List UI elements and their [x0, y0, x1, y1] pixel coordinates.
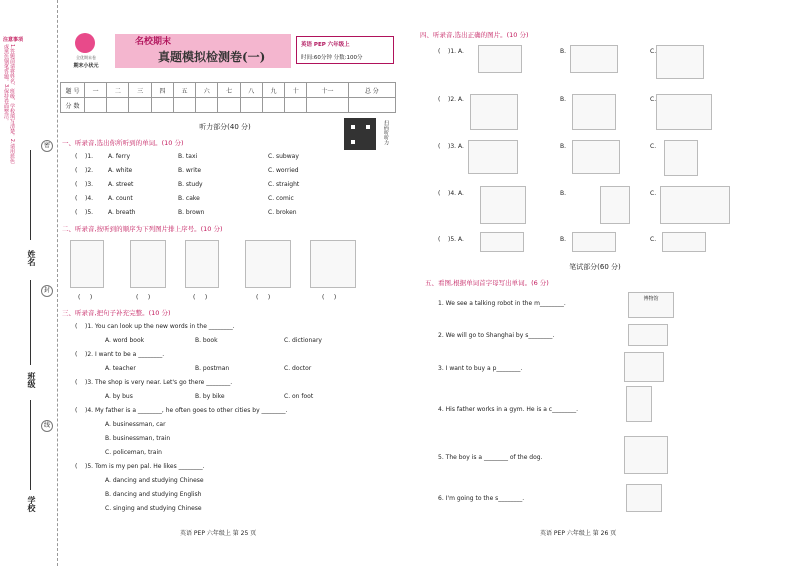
s3-opt[interactable]: A. by bus: [105, 393, 133, 400]
s3-opt[interactable]: C. singing and studying Chinese: [105, 505, 202, 512]
col-7: 七: [218, 83, 240, 98]
col-6: 六: [196, 83, 218, 98]
s3-opt[interactable]: C. policeman, train: [105, 449, 162, 456]
s3-question: ( )4. My father is a ________, he often goes to other cities by ________.: [75, 407, 288, 414]
s1-opt-c[interactable]: C. broken: [268, 209, 297, 216]
s4-row-5: ( )5. A.: [438, 236, 464, 243]
s4-letter-b: B.: [560, 143, 567, 150]
s3-opt[interactable]: B. businessman, train: [105, 435, 171, 442]
s5-question: 2. We will go to Shanghai by s________.: [438, 332, 555, 339]
boy-face-image[interactable]: [664, 140, 698, 176]
s1-num: 4.: [87, 195, 94, 202]
written-part-title: 笔试部分(60 分): [569, 263, 621, 271]
class-line: [30, 280, 31, 365]
s3-question: ( )2. I want to be a ________.: [75, 351, 165, 358]
col-10: 十: [285, 83, 307, 98]
score-label: 分 数: [61, 98, 85, 113]
seal-circle-3: 线: [41, 420, 53, 432]
s1-opt-c[interactable]: C. worried: [268, 167, 299, 174]
ship-image: [628, 324, 668, 346]
s1-opt-a[interactable]: A. white: [108, 167, 133, 174]
col-11: 十一: [307, 83, 348, 98]
s1-opt-b[interactable]: B. brown: [178, 209, 205, 216]
score-table-header-row: [61, 83, 396, 98]
kids-reading-image[interactable]: [468, 140, 518, 174]
s3-opt[interactable]: B. dancing and studying English: [105, 491, 202, 498]
exam-title: 真题模拟检测卷(一): [158, 50, 266, 64]
road-arrows-image[interactable]: [480, 232, 524, 252]
score-cell[interactable]: [196, 98, 218, 113]
s4-letter-b: B.: [560, 96, 567, 103]
s1-num: 2.: [87, 167, 94, 174]
s1-opt-a[interactable]: A. breath: [108, 209, 136, 216]
section-1-title: 一、听录音,选出你所听到的单词。(10 分): [62, 139, 184, 147]
score-cell[interactable]: [240, 98, 262, 113]
answer-blank[interactable]: ( ): [322, 294, 337, 301]
s4-letter-b: B.: [560, 236, 567, 243]
s1-opt-c[interactable]: C. comic: [268, 195, 294, 202]
answer-blank[interactable]: ( ): [256, 294, 271, 301]
boy-dog-image: [624, 436, 668, 474]
map-person-image[interactable]: [660, 186, 730, 224]
kid-soccer-image: [310, 240, 356, 288]
s5-question: 4. His father works in a gym. He is a c________.: [438, 406, 579, 413]
score-cell[interactable]: [173, 98, 195, 113]
section-3-title: 三、听录音,把句子补充完整。(10 分): [62, 309, 171, 317]
score-cell[interactable]: [348, 98, 395, 113]
s3-question: ( )3. The shop is very near. Let's go there ________.: [75, 379, 233, 386]
s4-letter-b: B.: [560, 48, 567, 55]
logo-text: 全优期末卷: [76, 55, 96, 60]
s1-opt-b[interactable]: B. study: [178, 181, 203, 188]
qr-finder: [349, 138, 357, 146]
score-cell[interactable]: [307, 98, 348, 113]
col-5: 五: [173, 83, 195, 98]
seal-circle-1: 密: [41, 140, 53, 152]
logo-icon: [75, 33, 95, 53]
score-table-score-row: [61, 98, 396, 113]
s1-num: 5.: [87, 209, 94, 216]
section-5-title: 五、看图,根据单词首字母写出单词。(6 分): [425, 279, 549, 287]
qr-label: 扫码听听力: [383, 120, 389, 145]
brand-logo: [66, 33, 104, 67]
s5-question: 5. The boy is a ________ of the dog.: [438, 454, 543, 461]
s3-opt[interactable]: C. on foot: [284, 393, 314, 400]
s1-row: ( )5.: [75, 209, 94, 216]
answer-blank[interactable]: ( ): [78, 294, 93, 301]
subject-info: 英语 PEP 六年级上: [301, 42, 350, 48]
s1-opt-b[interactable]: B. cake: [178, 195, 200, 202]
s4-row-1: ( )1. A.: [438, 48, 464, 55]
s3-opt[interactable]: A. businessman, car: [105, 421, 166, 428]
school-line: [30, 400, 31, 490]
bus-image[interactable]: [570, 45, 618, 73]
bicycle-image[interactable]: [478, 45, 522, 73]
section-4-title: 四、听录音,选出正确的图片。(10 分): [420, 31, 529, 39]
s1-row: ( )1.: [75, 153, 94, 160]
man-with-pipe-image: [70, 240, 104, 288]
hiker-image[interactable]: [600, 186, 630, 224]
s3-opt[interactable]: C. dictionary: [284, 337, 322, 344]
exam-info-box: [296, 36, 394, 64]
col-2: 二: [107, 83, 129, 98]
s3-question: ( )1. You can look up the new words in the ________.: [75, 323, 235, 330]
page-footer-right: 英语 PEP 六年级上 第 26 页: [540, 530, 617, 537]
s1-opt-a[interactable]: A. ferry: [108, 153, 130, 160]
s3-opt[interactable]: B. postman: [195, 365, 230, 372]
answer-blank[interactable]: ( ): [193, 294, 208, 301]
s4-letter-c: C.: [650, 48, 657, 55]
s1-opt-a[interactable]: A. count: [108, 195, 133, 202]
road-straight-image[interactable]: [662, 232, 706, 252]
score-table: [60, 82, 396, 113]
page-footer-left: 英语 PEP 六年级上 第 25 页: [180, 530, 257, 537]
s1-opt-b[interactable]: B. taxi: [178, 153, 198, 160]
museum-sign: 博物馆: [643, 296, 659, 302]
listening-part-title: 听力部分(40 分): [199, 123, 251, 131]
s4-letter-c: C.: [650, 190, 657, 197]
section-2-title: 二、听录音,按听到的顺序为下列图片排上序号。(10 分): [62, 225, 223, 233]
col-4: 四: [151, 83, 173, 98]
name-line: [30, 150, 31, 240]
s4-row-4: ( )4. A.: [438, 190, 464, 197]
s5-question: 3. I want to buy a p________.: [438, 365, 523, 372]
s3-opt[interactable]: A. dancing and studying Chinese: [105, 477, 204, 484]
qr-code-icon[interactable]: [344, 118, 376, 150]
coach-image: [626, 386, 652, 422]
col-total: 总 分: [348, 83, 395, 98]
taxi-driver-image[interactable]: [656, 45, 704, 79]
score-cell[interactable]: [129, 98, 151, 113]
qr-finder: [349, 123, 357, 131]
table-header-label: 题 号: [61, 83, 85, 98]
s4-letter-b: B.: [560, 190, 567, 197]
s4-letter-c: C.: [650, 236, 657, 243]
s3-question: ( )5. Tom is my pen pal. He likes ________.: [75, 463, 205, 470]
answer-blank[interactable]: ( ): [136, 294, 151, 301]
s1-opt-c[interactable]: C. straight: [268, 181, 300, 188]
s1-row: ( )4.: [75, 195, 94, 202]
s1-num: 3.: [87, 181, 94, 188]
s3-opt[interactable]: B. by bike: [195, 393, 225, 400]
name-field-label: 姓名: [27, 250, 36, 266]
score-cell[interactable]: [85, 98, 107, 113]
col-9: 九: [262, 83, 284, 98]
s4-letter-c: C.: [650, 143, 657, 150]
binding-sidebar: [0, 0, 58, 566]
shopping-cart-image: [626, 484, 662, 512]
s4-row-3: ( )3. A.: [438, 143, 464, 150]
postcard-image: [624, 352, 664, 382]
s1-num: 1.: [87, 153, 94, 160]
boy-train-image[interactable]: [470, 94, 518, 130]
s4-letter-c: C.: [650, 96, 657, 103]
col-8: 八: [240, 83, 262, 98]
time-score-info: 时间:60分钟 分数:100分: [301, 55, 363, 61]
school-field-label: 学校: [27, 496, 36, 512]
museum-image: [628, 292, 674, 318]
score-cell[interactable]: [285, 98, 307, 113]
s3-opt[interactable]: C. doctor: [284, 365, 312, 372]
score-cell[interactable]: [151, 98, 173, 113]
doctor-patient-image: [245, 240, 291, 288]
plane-image[interactable]: [656, 94, 712, 130]
map-image[interactable]: [480, 186, 526, 224]
score-cell[interactable]: [218, 98, 240, 113]
s5-question: 6. I'm going to the s________.: [438, 495, 525, 502]
s5-question: 1. We see a talking robot in the m________.: [438, 300, 566, 307]
score-cell[interactable]: [107, 98, 129, 113]
s3-opt[interactable]: A. word book: [105, 337, 145, 344]
seal-circle-2: 封: [41, 285, 53, 297]
s1-opt-c[interactable]: C. subway: [268, 153, 299, 160]
exam-header: [60, 30, 396, 70]
banner-title: 名校期末: [135, 37, 172, 47]
qr-finder: [364, 123, 372, 131]
s3-opt[interactable]: A. teacher: [105, 365, 136, 372]
road-turn-image[interactable]: [572, 232, 616, 252]
logo-subtitle: 期末小状元: [73, 63, 99, 69]
col-3: 三: [129, 83, 151, 98]
score-cell[interactable]: [262, 98, 284, 113]
boy-drawing-image[interactable]: [572, 94, 616, 130]
woman-coach-image: [185, 240, 219, 288]
s1-row: ( )2.: [75, 167, 94, 174]
class-field-label: 班级: [27, 372, 36, 388]
s1-opt-b[interactable]: B. write: [178, 167, 202, 174]
kids-talking-image[interactable]: [572, 140, 620, 174]
robot-book-image: [130, 240, 166, 288]
s3-opt[interactable]: B. book: [195, 337, 218, 344]
s1-row: ( )3.: [75, 181, 94, 188]
col-1: 一: [85, 83, 107, 98]
note-title: 注意事项: [3, 37, 24, 43]
s1-opt-a[interactable]: A. street: [108, 181, 134, 188]
s4-row-2: ( )2. A.: [438, 96, 464, 103]
note-text: 1.答题前请将姓名、班级、学校填写清楚。2.请用蓝色或黑色钢笔答题。3.保持卷面整洁。: [3, 44, 15, 164]
